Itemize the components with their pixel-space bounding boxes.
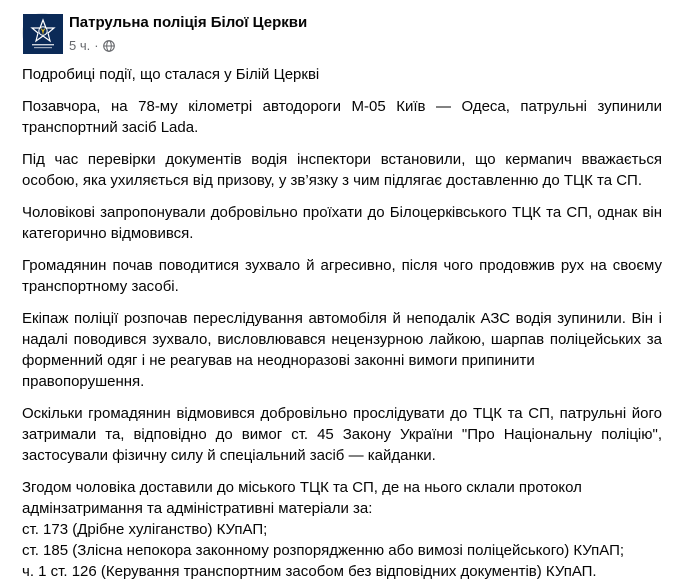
post-line: затримали та, відповідно до вимог ст. 45 Закону України "Про Національну поліцію", (22, 426, 662, 443)
post-line: категорично відмовився. (22, 225, 194, 242)
post-paragraph (22, 64, 662, 85)
post-paragraph (22, 149, 662, 191)
post-line: Подробиці події, що сталася у Білій Церкві (22, 66, 320, 83)
post-line: Оскільки громадянин відмовився добровільно прослідувати до ТЦК та СП, патрульні його (22, 405, 662, 422)
post-line: Екіпаж поліції розпочав переслідування автомобіля й неподалік АЗС водія зупинили. Він і (22, 310, 662, 327)
post-timestamp[interactable]: 5 ч. (69, 38, 91, 53)
meta-separator: · (94, 38, 99, 53)
post-paragraph (22, 477, 662, 582)
post-paragraph (22, 202, 662, 244)
post-paragraph (22, 308, 662, 392)
post-line: надалі поводився зухвало, висловлювався нецензурною лайкою, шарпав поліцейських за (22, 331, 662, 348)
post-paragraph (22, 255, 662, 297)
post-line: особою, яка ухиляється від призову, у зв’язку з чим підлягає доставленню до ТЦК та СП. (22, 172, 642, 189)
post-line: адмінзатримання та адміністративні матеріали за: (22, 500, 373, 517)
post-paragraph (22, 403, 662, 466)
globe-icon[interactable] (103, 40, 115, 52)
post-line: транспортному засобі. (22, 278, 179, 295)
post-line: Чоловікові запропонували добровільно проїхати до Білоцерківського ТЦК та СП, однак він (22, 204, 662, 221)
post-line: Позавчора, на 78-му кілометрі автодороги М-05 Київ — Одеса, патрульні зупинили (22, 98, 662, 115)
post-paragraph (22, 96, 662, 138)
post-line: ст. 173 (Дрібне хуліганство) КУпАП; (22, 521, 268, 538)
post-line: ст. 185 (Злісна непокора законному розпорядженню або вимозі поліцейського) КУпАП; (22, 542, 625, 559)
post-meta (69, 38, 115, 53)
page-avatar[interactable] (22, 13, 62, 53)
post-line: Під час перевірки документів водія інспектори встановили, що кермanич вважається (22, 151, 662, 168)
post-line: Громадянин почав поводитися зухвало й агресивно, після чого продовжив рух на своєму (22, 257, 662, 274)
page-name-link[interactable]: Патрульна поліція Білої Церкви (69, 14, 308, 31)
police-badge-icon (23, 14, 63, 54)
post-line: правопорушення. (22, 373, 145, 390)
post-line: застосували фізичну силу й спеціальний засіб — кайданки. (22, 447, 436, 464)
post-line: Згодом чоловіка доставили до міського ТЦК та СП, де на нього склали протокол (22, 479, 582, 496)
post-body (22, 64, 662, 582)
post-header (22, 13, 662, 57)
post-line: ч. 1 ст. 126 (Керування транспортним засобом без відповідних документів) КУпАП. (22, 563, 597, 580)
post-line: транспортний засіб Lada. (22, 119, 199, 136)
post-line: форменний одяг і не реагував на неодноразові законні вимоги припинити (22, 352, 535, 369)
